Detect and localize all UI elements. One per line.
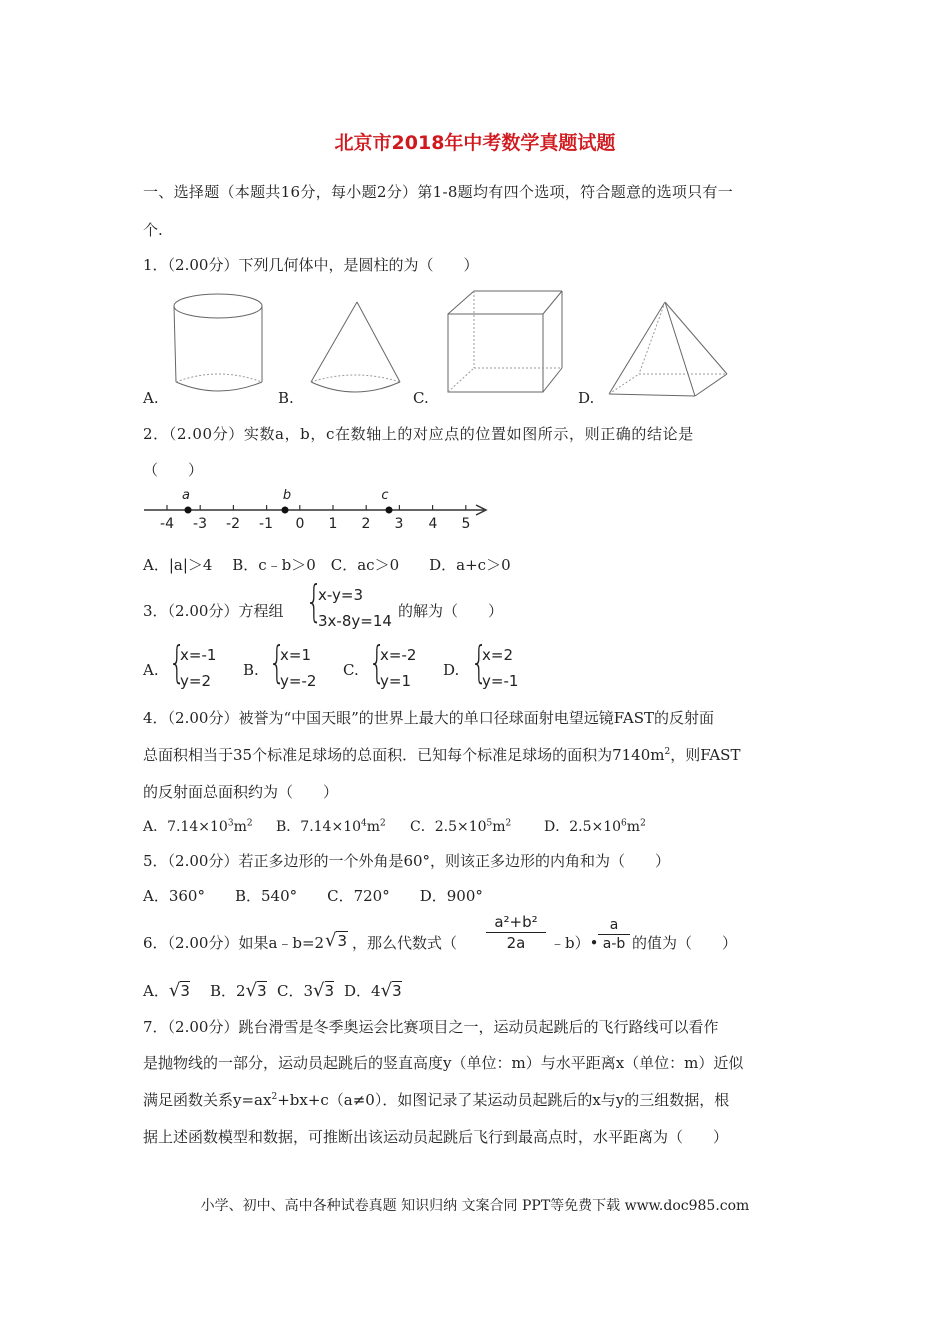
q3-option-b-brace: { (268, 637, 286, 688)
axis-label: -2 (226, 516, 240, 532)
q2-options: A．|a|＞4 B．c﹣b＞0 C．ac＞0 D．a+c＞0 (143, 556, 511, 574)
q6-fraction-1 (486, 913, 546, 952)
q3-option-b-label: B. (243, 661, 259, 679)
q4-option-c: C．$2.5\times 10^5m^2$ (410, 818, 512, 835)
q3-system-brace: { (305, 576, 323, 627)
q1-stem: 1．（2.00分）下列几何体中，是圆柱的为（ ） (143, 256, 479, 274)
q3-option-d-eq2: y=-1 (482, 672, 519, 690)
q4-line2: 总面积相当于35个标准足球场的总面积．已知每个标准足球场的面积为$7140m^2$，则FAST (143, 746, 741, 764)
q6-stem-b: ，那么代数式（ (352, 934, 458, 952)
axis-label: -3 (193, 516, 207, 532)
axis-label: 4 (428, 516, 438, 532)
q4-line3: 的反射面总面积约为（ ） (143, 783, 339, 801)
q3-system-eq1: x-y=3 (318, 586, 364, 604)
cylinder-figure (170, 288, 270, 398)
q5-stem: 5．（2.00分）若正多边形的一个外角是60°，则该正多边形的内角和为（ ） (143, 852, 671, 870)
q4-line1: 4．（2.00分）被誉为“中国天眼”的世界上最大的单口径球面射电望远镜FAST的反射面 (143, 709, 714, 727)
q1-option-c: C. (413, 389, 429, 407)
q3-option-a-eq2: y=2 (180, 672, 211, 690)
axis-label: -4 (160, 516, 174, 532)
q4-option-b: B．$7.14\times 10^4m^2$ (276, 818, 386, 835)
q6-option-c: C．3√3 (277, 980, 335, 1001)
q7-line4: 据上述函数模型和数据，可推断出该运动员起跳后飞行到最高点时，水平距离为（ ） (143, 1128, 729, 1146)
q6-stem-a: 6．（2.00分）如果a﹣b=2 (143, 934, 325, 952)
point-c-label: c (381, 488, 389, 503)
page-title: 北京市2018年中考数学真题试题 (334, 132, 616, 154)
q6-option-a: A．√3 (143, 980, 190, 1001)
q6-fraction-1-den: 2a (506, 934, 526, 952)
q6-stem-c: ﹣b）• (550, 934, 599, 952)
axis-label: -1 (259, 516, 273, 532)
q2-stem-line1: 2．（2.00分）实数a，b，c在数轴上的对应点的位置如图所示，则正确的结论是 (143, 425, 694, 443)
q6-fraction-2 (598, 917, 630, 952)
axis-label: 5 (461, 516, 471, 532)
point-c-dot (386, 507, 393, 514)
q3-option-a-eq1: x=-1 (180, 646, 217, 664)
q3-option-a-label: A. (143, 661, 159, 679)
q3-stem-before: 3．（2.00分）方程组 (143, 602, 284, 620)
point-b-label: b (282, 488, 292, 503)
cone-figure (305, 298, 405, 398)
q3-option-c-brace: { (368, 637, 386, 688)
point-a-dot (185, 507, 192, 514)
q4-option-a: A．$7.14\times 10^3m^2$ (143, 818, 253, 835)
q6-fraction-2-num: a (609, 917, 619, 933)
q3-option-c-label: C. (343, 661, 359, 679)
point-a-label: a (182, 488, 190, 503)
q6-option-b: B．2√3 (210, 980, 267, 1001)
q1-option-a: A. (143, 389, 159, 407)
q6-fraction-1-num: a²+b² (494, 913, 538, 931)
q7-line2: 是抛物线的一部分，运动员起跳后的竖直高度y（单位：m）与水平距离x（单位：m）近似 (143, 1054, 744, 1072)
q3-option-c-eq2: y=1 (380, 672, 411, 690)
q7-line1: 7．（2.00分）跳台滑雪是冬季奥运会比赛项目之一，运动员起跳后的飞行路线可以看作 (143, 1018, 719, 1036)
q3-option-c-eq1: x=-2 (380, 646, 417, 664)
section-header-line1: 一、选择题（本题共16分，每小题2分）第1-8题均有四个选项，符合题意的选项只有一 (143, 183, 734, 201)
q3-option-d-label: D. (443, 661, 460, 679)
q3-option-a-brace: { (168, 637, 186, 688)
q7-line3: 满足函数关系$y=ax^2+bx+c(a\ne 0)$．如图记录了某运动员起跳后的x与y的三组数据，根 (143, 1091, 730, 1109)
point-b-dot (282, 507, 289, 514)
q3-option-b-eq2: y=-2 (280, 672, 317, 690)
section-header-line2: 个. (143, 221, 163, 239)
page-footer: 小学、初中、高中各种试卷真题 知识归纳 文案合同 PPT等免费下载 www.doc985.com (200, 1198, 750, 1214)
q3-option-d-brace: { (470, 637, 488, 688)
q3-option-b-eq1: x=1 (280, 646, 311, 664)
q3-system-eq2: 3x-8y=14 (318, 612, 392, 630)
q4-option-d: D．$2.5\times 10^6m^2$ (544, 818, 646, 835)
q1-option-b: B. (278, 389, 294, 407)
axis-label: 3 (394, 516, 404, 532)
axis-label: 0 (295, 516, 305, 532)
axis-label: 2 (361, 516, 371, 532)
cube-figure (440, 288, 570, 398)
pyramid-figure (605, 296, 735, 400)
q3-option-d-eq1: x=2 (482, 646, 513, 664)
q6-sqrt-3: √3 (325, 930, 348, 951)
q6-option-d: D．4√3 (344, 980, 402, 1001)
q6-fraction-2-den: a-b (602, 936, 626, 952)
q6-stem-d: 的值为（ ） (632, 934, 738, 952)
q5-options: A．360° B．540° C．720° D．900° (143, 887, 483, 905)
q2-stem-line2: （ ） (143, 461, 204, 479)
q3-stem-after: 的解为（ ） (398, 602, 504, 620)
axis-label: 1 (328, 516, 338, 532)
number-line-figure (140, 484, 500, 534)
q1-option-d: D. (578, 389, 595, 407)
